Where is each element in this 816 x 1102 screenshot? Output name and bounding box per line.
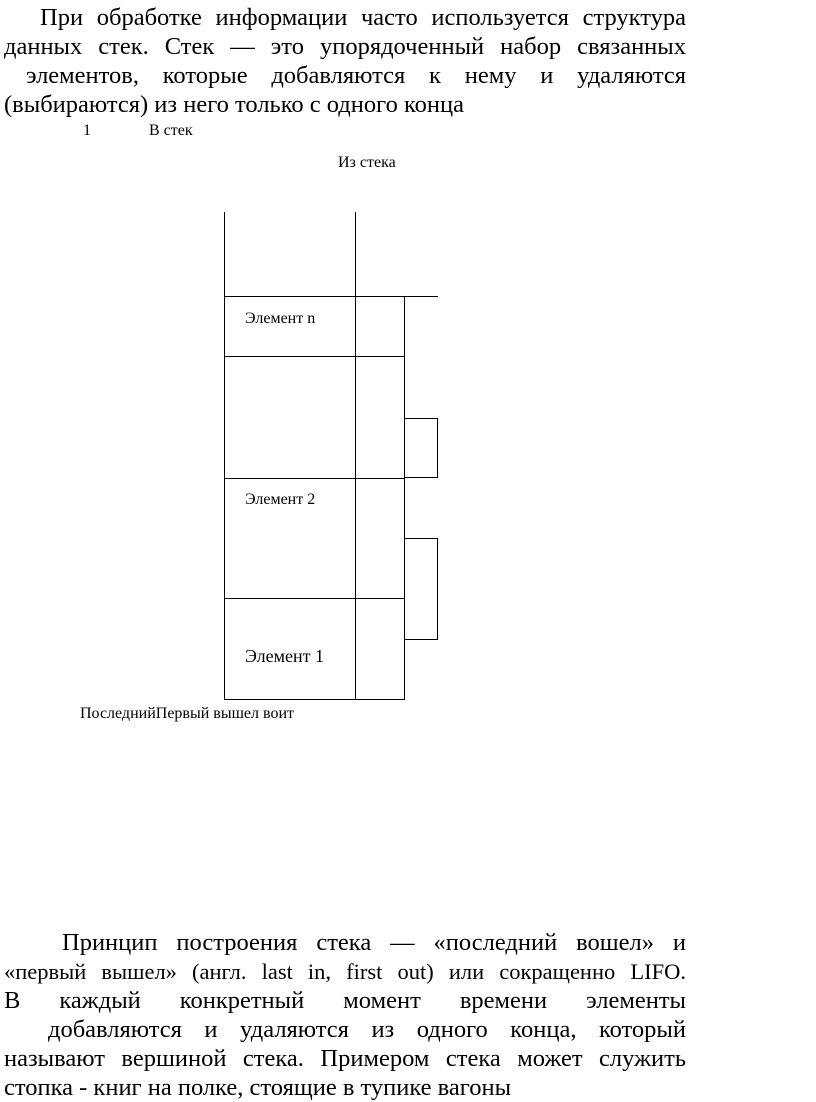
diagram-label-push: В стек <box>149 122 193 139</box>
stack-divider <box>355 212 356 700</box>
outro-paragraph <box>4 928 686 1102</box>
intro-line: данных стек. Стек — это упорядоченный набор связанных <box>4 33 686 60</box>
pointer-bracket <box>404 538 438 640</box>
outro-line: В каждый конкретный момент времени элементы <box>4 987 686 1014</box>
outro-line: стопка - книг на полке, стоящие в тупике вагоны <box>4 1074 512 1101</box>
stack-row-line <box>224 478 405 479</box>
stack-row-line <box>224 356 405 357</box>
diagram-label-one: 1 <box>83 122 91 139</box>
intro-line: (выбираются) из него только с одного конца <box>4 91 464 118</box>
stack-element-2: Элемент 2 <box>245 491 316 508</box>
stack-element-n: Элемент n <box>245 310 316 327</box>
diagram-caption: ПоследнийПервый вышел воит <box>80 705 294 722</box>
stack-row-line <box>224 296 438 297</box>
outro-line: называют вершиной стека. Примером стека может служить <box>4 1045 686 1072</box>
stack-element-1: Элемент 1 <box>245 646 324 666</box>
intro-line: элементов, которые добавляются к нему и удаляются <box>26 62 686 89</box>
outro-line: «первый вышел» (англ. last in, first out) или сокращенно LIFO. <box>4 959 686 984</box>
stack-left-wall <box>224 212 225 700</box>
outro-line: Принцип построения стека — «последний вошел» и <box>62 929 686 956</box>
stack-bottom-line <box>224 699 405 700</box>
intro-line: При обработке информации часто используется структура <box>40 4 686 31</box>
diagram-label-pop: Из стека <box>338 154 396 171</box>
pointer-bracket <box>404 418 438 478</box>
stack-row-line <box>224 598 405 599</box>
outro-line: добавляются и удаляются из одного конца, который <box>48 1016 686 1043</box>
